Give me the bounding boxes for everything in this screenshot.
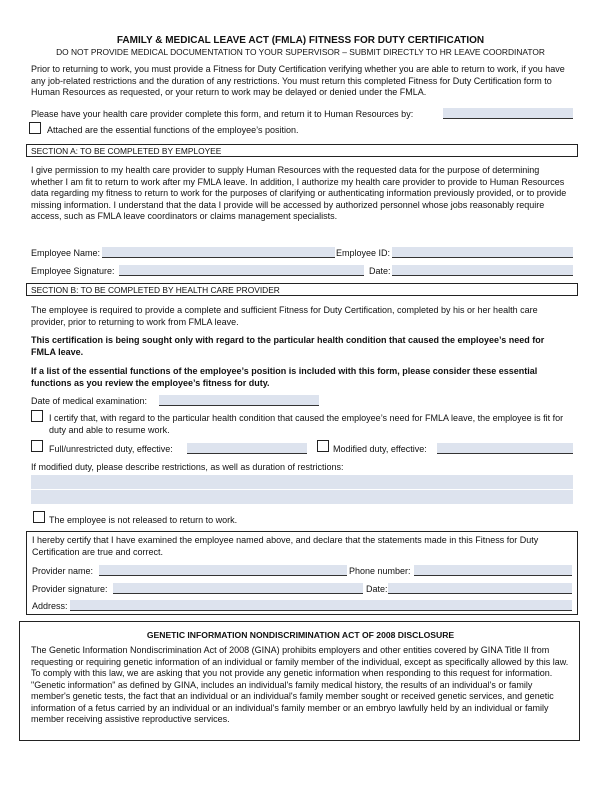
full-duty-checkbox[interactable] — [31, 440, 43, 452]
employee-name-field[interactable] — [102, 247, 335, 258]
provider-date-label: Date: — [366, 584, 388, 594]
employee-id-field[interactable] — [392, 247, 573, 258]
not-released-label: The employee is not released to return to work. — [49, 515, 238, 525]
form-subtitle: DO NOT PROVIDE MEDICAL DOCUMENTATION TO YOUR SUPERVISOR – SUBMIT DIRECTLY TO HR LEAVE COORDINATOR — [56, 47, 545, 57]
gina-title: GENETIC INFORMATION NONDISCRIMINATION ACT OF 2008 DISCLOSURE — [146, 630, 455, 640]
section-b-paragraph: The employee is required to provide a complete and sufficient Fitness for Duty Certification, completed by his or her health care provider, prior to returning to work from FMLA leave. — [31, 305, 538, 327]
full-duty-effective-field[interactable] — [187, 443, 307, 454]
section-b-bold-1: This certification is being sought only with regard to the particular health condition that caused the employee’s need for FMLA leave. — [31, 335, 545, 357]
intro-paragraph: Prior to returning to work, you must provide a Fitness for Duty Certification verifying whether you are able to return to work, if you have any job-related restrictions and the duration of any restrictions. You must return this completed Fitness for Duty Certification form to Human Resources as requested, or your return to work may be delayed or denied under the FMLA. — [31, 64, 565, 97]
address-label: Address: — [32, 601, 68, 611]
employee-date-field[interactable] — [392, 265, 573, 276]
attached-functions-checkbox[interactable] — [29, 122, 41, 134]
restrictions-prompt: If modified duty, please describe restrictions, as well as duration of restrictions: — [31, 462, 344, 472]
form-title: FAMILY & MEDICAL LEAVE ACT (FMLA) FITNESS FOR DUTY CERTIFICATION — [116, 35, 485, 46]
fit-for-duty-checkbox[interactable] — [31, 410, 43, 422]
employee-date-label: Date: — [369, 266, 391, 276]
exam-date-field[interactable] — [159, 395, 319, 406]
restrictions-line-1[interactable] — [31, 475, 573, 489]
section-b-heading: SECTION B: TO BE COMPLETED BY HEALTH CARE PROVIDER — [26, 283, 578, 296]
employee-name-label: Employee Name: — [31, 248, 101, 258]
provider-name-label: Provider name: — [32, 566, 94, 576]
provider-certify-text: I hereby certify that I have examined the employee named above, and declare that the statements made in this Fitness for Duty Certification are true and correct. — [32, 535, 539, 557]
not-released-checkbox[interactable] — [33, 511, 45, 523]
modified-duty-label: Modified duty, effective: — [333, 444, 427, 454]
exam-date-label: Date of medical examination: — [31, 396, 148, 406]
provider-certification-box — [26, 531, 578, 615]
provider-name-field[interactable] — [99, 565, 347, 576]
provider-signature-label: Provider signature: — [32, 584, 108, 594]
full-duty-label: Full/unrestricted duty, effective: — [49, 444, 173, 454]
section-a-heading: SECTION A: TO BE COMPLETED BY EMPLOYEE — [26, 144, 578, 157]
employee-id-label: Employee ID: — [336, 248, 391, 258]
phone-number-label: Phone number: — [349, 566, 411, 576]
provider-date-field[interactable] — [388, 583, 572, 594]
restrictions-line-2[interactable] — [31, 490, 573, 504]
provider-signature-field[interactable] — [113, 583, 363, 594]
phone-number-field[interactable] — [414, 565, 572, 576]
modified-duty-effective-field[interactable] — [437, 443, 573, 454]
return-by-label: Please have your health care provider complete this form, and return it to Human Resources by: — [31, 109, 414, 119]
section-b-bold-2: If a list of the essential functions of the employee’s position is included with this form, please consider these essential functions as you review the employee’s fitness for duty. — [31, 366, 538, 388]
employee-signature-label: Employee Signature: — [31, 266, 115, 276]
return-by-date-field[interactable] — [443, 108, 573, 119]
fit-for-duty-label: I certify that, with regard to the particular health condition that caused the employee’s need for FMLA leave, the employee is fit for duty and able to resume work. — [49, 413, 564, 435]
employee-signature-field[interactable] — [119, 265, 364, 276]
gina-paragraph: The Genetic Information Nondiscrimination Act of 2008 (GINA) prohibits employers and other entities covered by GINA Title II from requesting or requiring genetic information of an individual or family member of the individual, except as specifically allowed by this law. To comply with this law, we are asking that you not provide any genetic information when responding to this request for information. "Genetic information" as defined by GINA, includes an individual's family medical history, the results of an individual's or family member's genetic tests, the fact that an individual or an individual's family member sought or received genetic services, and genetic information of a fetus carried by an individual or an individual's family member or an embryo lawfully held by an individual or family member receiving assistive reproductive services. — [31, 645, 569, 724]
section-a-paragraph: I give permission to my health care provider to supply Human Resources with the requested data for the purpose of determining whether I am fit to return to work after my FMLA leave. In addition, I authorize my health care provider to provide to Human Resources data regarding my fitness to return to work for the purposes of clarifying or authenticating information previously provided, or to provide missing information. I understand that the data I provide will be accessed by authorized personnel whose jobs reasonably require access, such as FMLA leave coordinators or claims management specialists. — [31, 165, 567, 221]
address-field[interactable] — [70, 600, 572, 611]
modified-duty-checkbox[interactable] — [317, 440, 329, 452]
attached-functions-label: Attached are the essential functions of the employee’s position. — [47, 125, 299, 135]
